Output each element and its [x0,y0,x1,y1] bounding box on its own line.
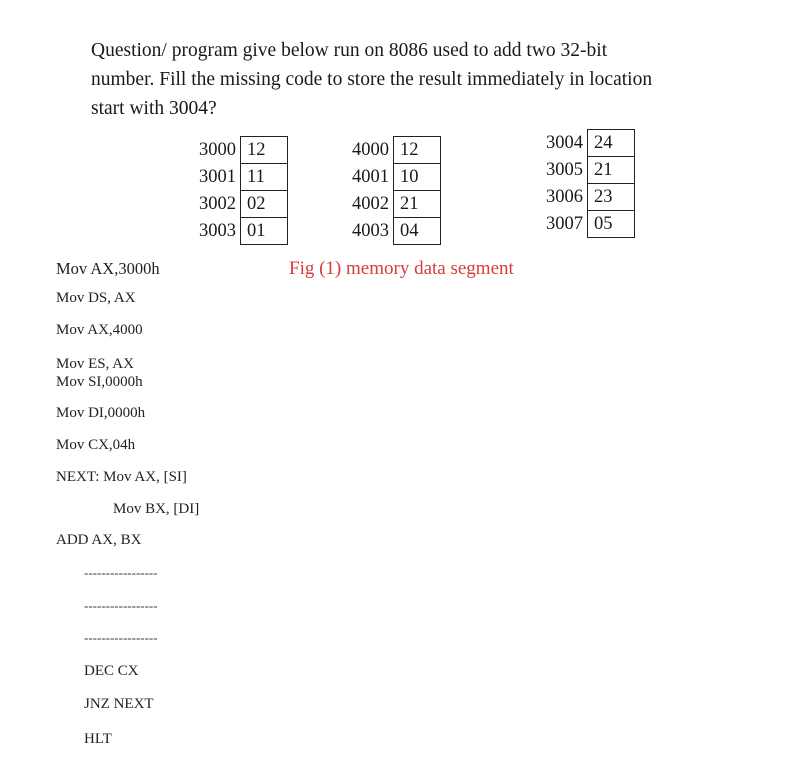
memory-address: 4000 [352,140,389,160]
code-line-mov-bx: Mov BX, [DI] [113,501,200,517]
memory-value: 21 [588,157,635,184]
memory-value: 05 [588,211,635,238]
memory-row [199,164,288,191]
memory-value: 12 [394,137,441,164]
code-line-mov-ds-ax: Mov DS, AX [56,290,136,306]
memory-table-3004 [546,129,635,238]
memory-row [546,184,635,211]
memory-table-4000 [352,136,441,245]
code-line-add-ax-bx: ADD AX, BX [56,532,142,548]
memory-row [199,137,288,164]
memory-row [199,191,288,218]
code-line-hlt: HLT [84,731,112,747]
memory-row [352,218,441,245]
memory-address: 4001 [352,167,389,187]
code-line-mov-di: Mov DI,0000h [56,405,146,421]
memory-address: 3006 [546,187,583,207]
memory-address: 4003 [352,221,389,241]
memory-address: 3004 [546,133,583,153]
memory-value: 10 [394,164,441,191]
code-line-dec-cx: DEC CX [84,663,139,679]
code-line-mov-si: Mov SI,0000h [56,374,143,390]
memory-address: 3002 [199,194,236,214]
memory-value: 12 [241,137,288,164]
memory-value: 23 [588,184,635,211]
memory-row [352,164,441,191]
blank-line-2: ----------------- [84,598,158,613]
memory-address: 3007 [546,214,583,234]
memory-address: 3003 [199,221,236,241]
memory-row [546,157,635,184]
memory-address: 3005 [546,160,583,180]
figure-caption: Fig (1) memory data segment [289,258,514,279]
memory-value: 24 [588,130,635,157]
question-line-3: start with 3004? [91,98,217,119]
memory-row [546,130,635,157]
memory-row [352,137,441,164]
code-line-mov-ax-4000: Mov AX,4000 [56,322,143,338]
memory-row [352,191,441,218]
question-line-2: number. Fill the missing code to store the result immediately in location [91,69,653,90]
memory-address: 4002 [352,194,389,214]
memory-address: 3001 [199,167,236,187]
question-text [91,36,771,123]
memory-value: 02 [241,191,288,218]
code-line-jnz-next: JNZ NEXT [84,696,154,712]
code-line-next-mov-ax: NEXT: Mov AX, [SI] [56,469,187,485]
memory-row [199,218,288,245]
memory-value: 04 [394,218,441,245]
memory-address: 3000 [199,140,236,160]
memory-value: 11 [241,164,288,191]
memory-value: 21 [394,191,441,218]
code-line-mov-cx: Mov CX,04h [56,437,136,453]
code-line-mov-es-ax: Mov ES, AX [56,356,134,372]
code-line-mov-ax-3000: Mov AX,3000h [56,259,160,278]
question-line-1: Question/ program give below run on 8086 used to add two 32-bit [91,40,608,61]
memory-value: 01 [241,218,288,245]
memory-row [546,211,635,238]
blank-line-1: ----------------- [84,565,158,580]
memory-table-3000 [199,136,288,245]
blank-line-3: ----------------- [84,630,158,645]
